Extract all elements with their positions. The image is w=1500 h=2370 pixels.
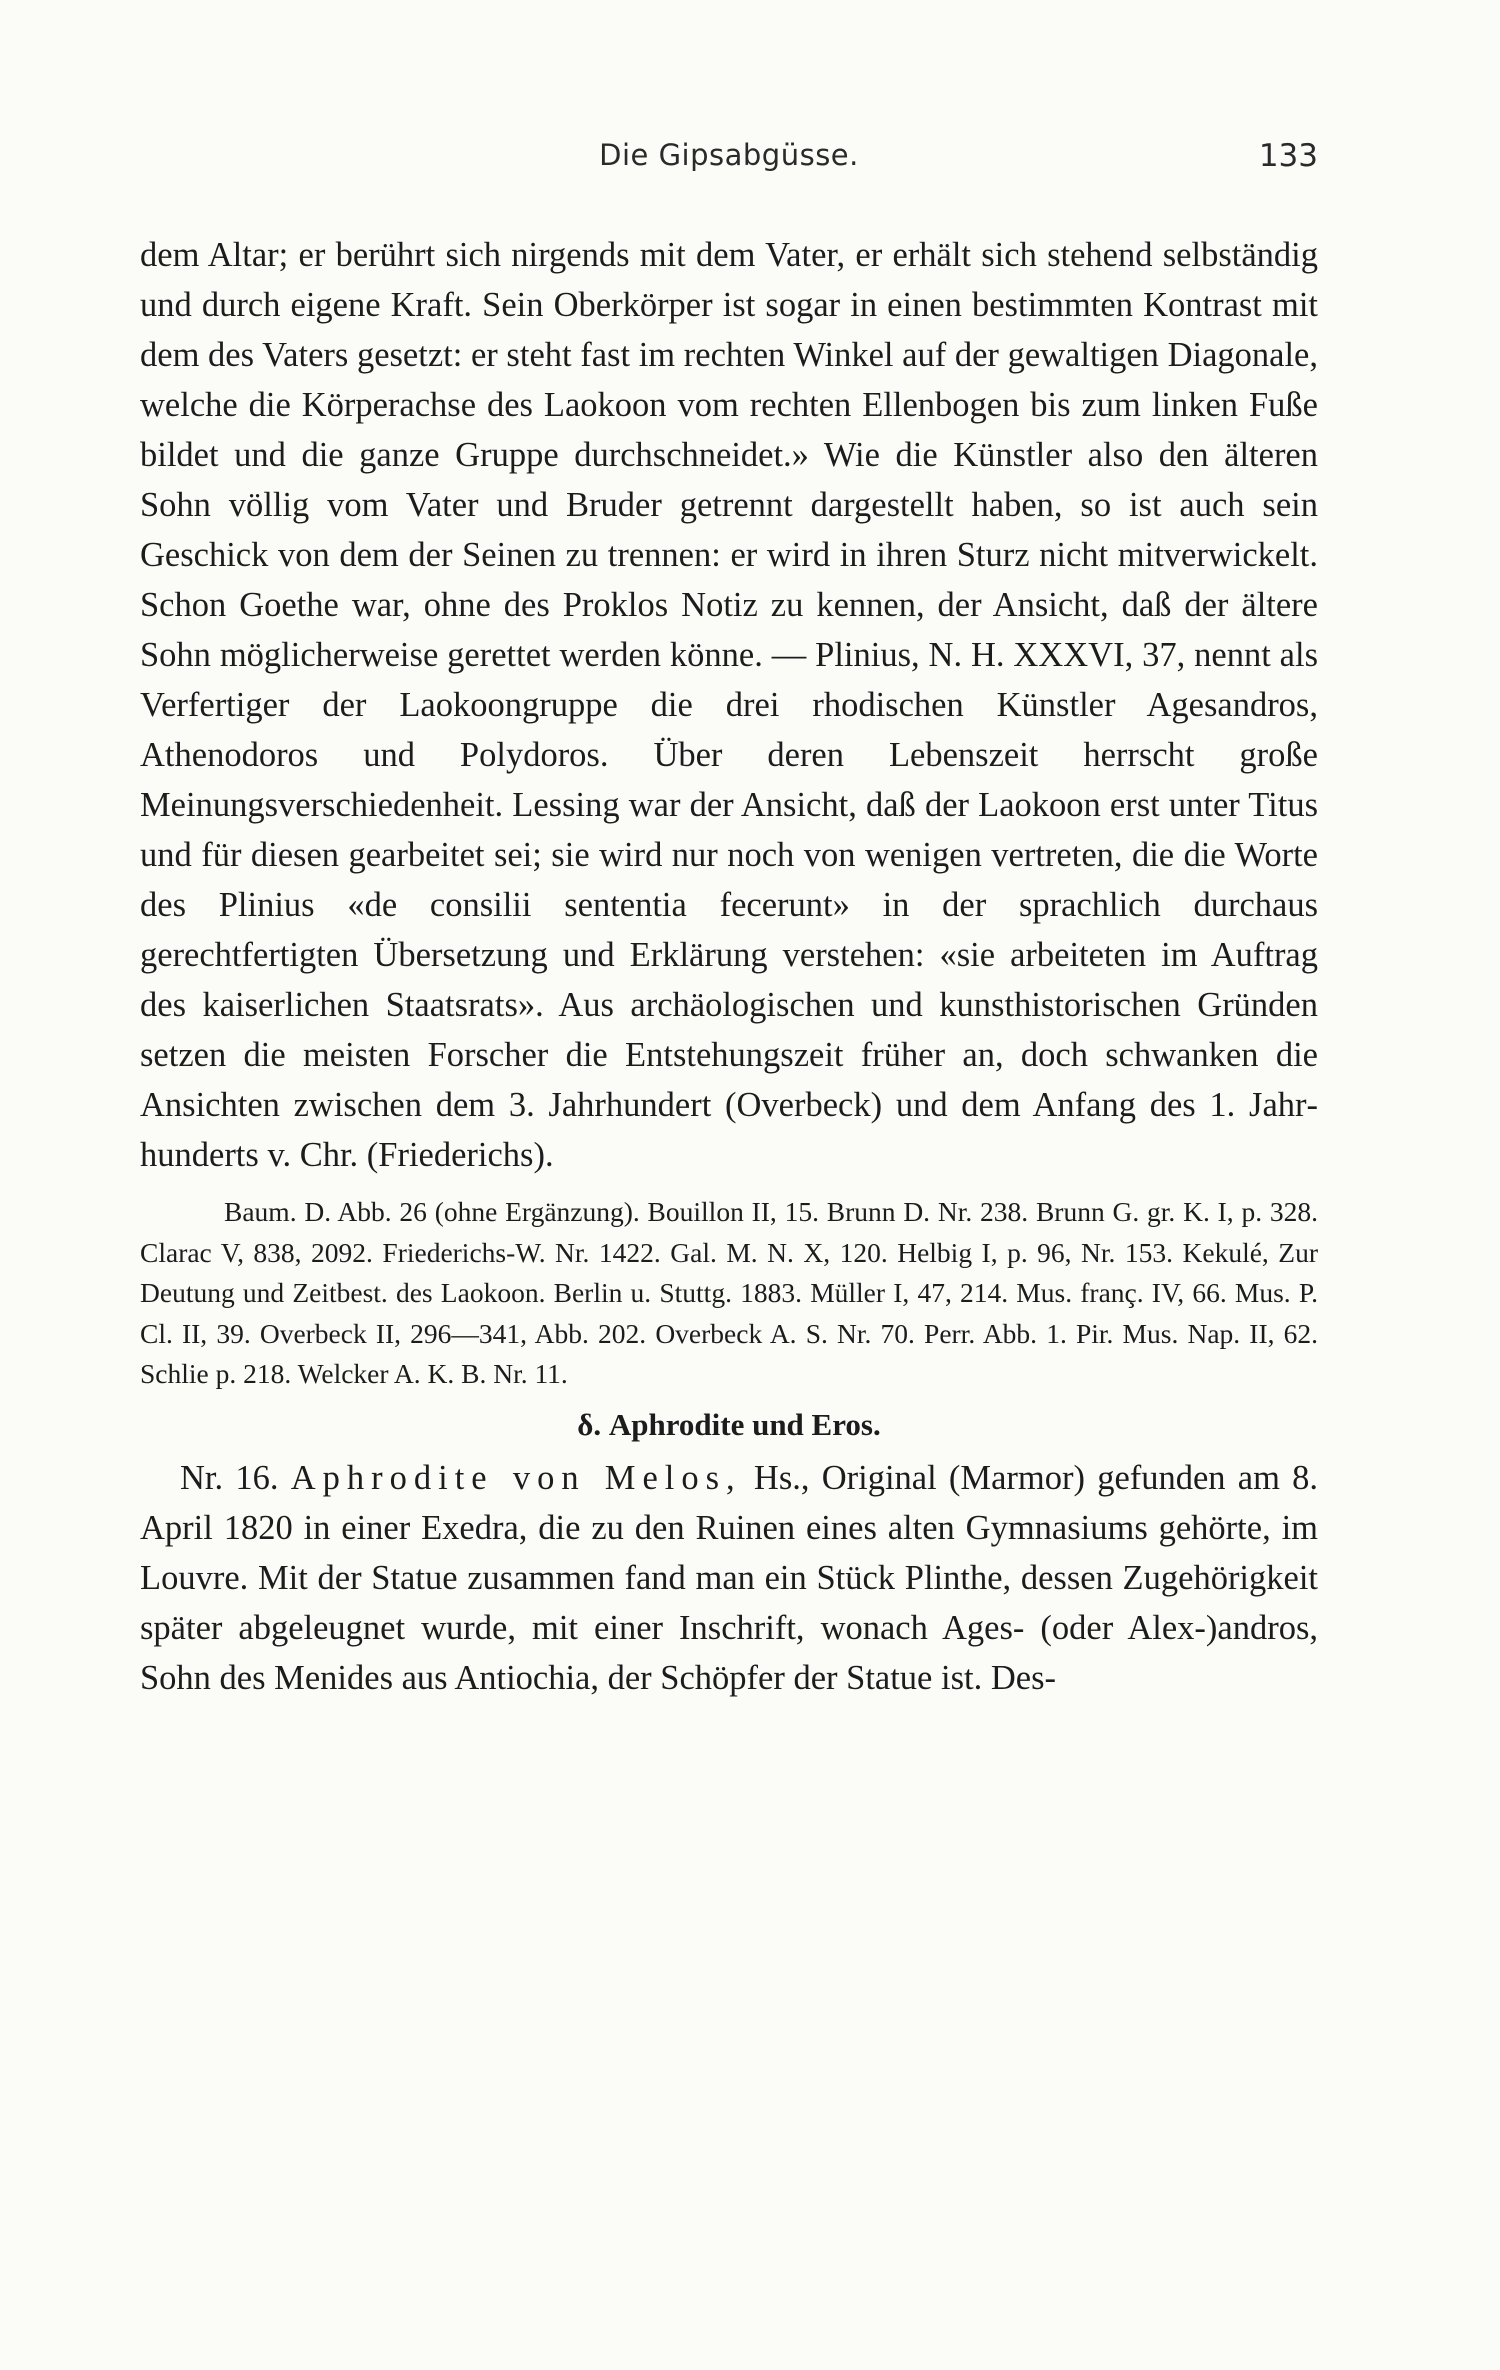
page-number: 133 [1258, 138, 1318, 174]
entry-number: Nr. 16. [180, 1458, 279, 1497]
page-header [140, 138, 1318, 178]
section-heading: δ. Aphrodite und Eros. [577, 1406, 881, 1442]
catalogue-entry [140, 1453, 1318, 1703]
entry-text: Hs., Original (Marmor) gefunden am 8. April 1820 in einer Exedra, die zu den Ruinen eines alten Gymnasiums gehörte, im Louvre. Mit der Statue zusammen fand man ein Stück Plinthe, dessen Zugehörigkeit später abgeleugnet wurde, mit einer Inschrift, wonach Ages- (oder Alex-)andros, Sohn des Menides aus Antiochia, der Schöpfer der Statue ist. Des- [140, 1458, 1319, 1697]
entry-title: Aphrodite von Melos, [290, 1458, 742, 1497]
running-title: Die Gipsabgüsse. [599, 138, 859, 172]
paragraph-laokoon: dem Altar; er berührt sich nirgends mit dem Vater, er erhält sich stehend selbständig und durch eigene Kraft. Sein Oberkörper ist sogar in einen bestimmten Kontrast mit dem des Vaters gesetzt: er steht fast im rechten Winkel auf der gewaltigen Diagonale, welche die Körperachse des Laokoon vom rechten Ellenbogen bis zum linken Fuße bildet und die ganze Gruppe durchschneidet.» Wie die Künstler also den älteren Sohn völlig vom Vater und Bruder getrennt dargestellt haben, so ist auch sein Geschick von dem der Seinen zu trennen: er wird in ihren Sturz nicht mitverwickelt. Schon Goethe war, ohne des Proklos Notiz zu kennen, der Ansicht, daß der ältere Sohn möglicherweise gerettet werden könne. — Plinius, N. H. XXXVI, 37, nennt als Verfertiger der Laokoongruppe die drei rhodischen Künstler Agesandros, Athenodoros und Polydoros. Über deren Lebenszeit herrscht große Meinungsverschiedenheit. Lessing war der Ansicht, daß der Laokoon erst unter Titus und für diesen gearbeitet sei; sie wird nur noch von wenigen vertreten, die die Worte des Plinius «de consilii sententia fecerunt» in der sprachlich durchaus gerechtfertigten Übersetzung und Erklärung verstehen: «sie arbeiteten im Auftrag des kaiserlichen Staatsrats». Aus archäologischen und kunsthistorischen Gründen setzen die meisten Forscher die Entstehungszeit früher an, doch schwanken die Ansichten zwischen dem 3. Jahrhundert (Overbeck) und dem Anfang des 1. Jahrhunderts v. Chr. (Friederichs). [140, 236, 1318, 1174]
bibliographic-references: Baum. D. Abb. 26 (ohne Ergänzung). Bouillon II, 15. Brunn D. Nr. 238. Brunn G. gr. K. I, p. 328. Clarac V, 838, 2092. Friederichs-W. Nr. 1422. Gal. M. N. X, 120. Helbig I, p. 96, Nr. 153. Kekulé, Zur Deutung und Zeitbest. des Laokoon. Berlin u. Stuttg. 1883. Müller I, 47, 214. Mus. franç. IV, 66. Mus. P. Cl. II, 39. Overbeck II, 296—341, Abb. 202. Overbeck A. S. Nr. 70. Perr. Abb. 1. Pir. Mus. Nap. II, 62. Schlie p. 218. Welcker A. K. B. Nr. 11. [140, 1196, 1318, 1389]
page-body [140, 230, 1318, 1703]
